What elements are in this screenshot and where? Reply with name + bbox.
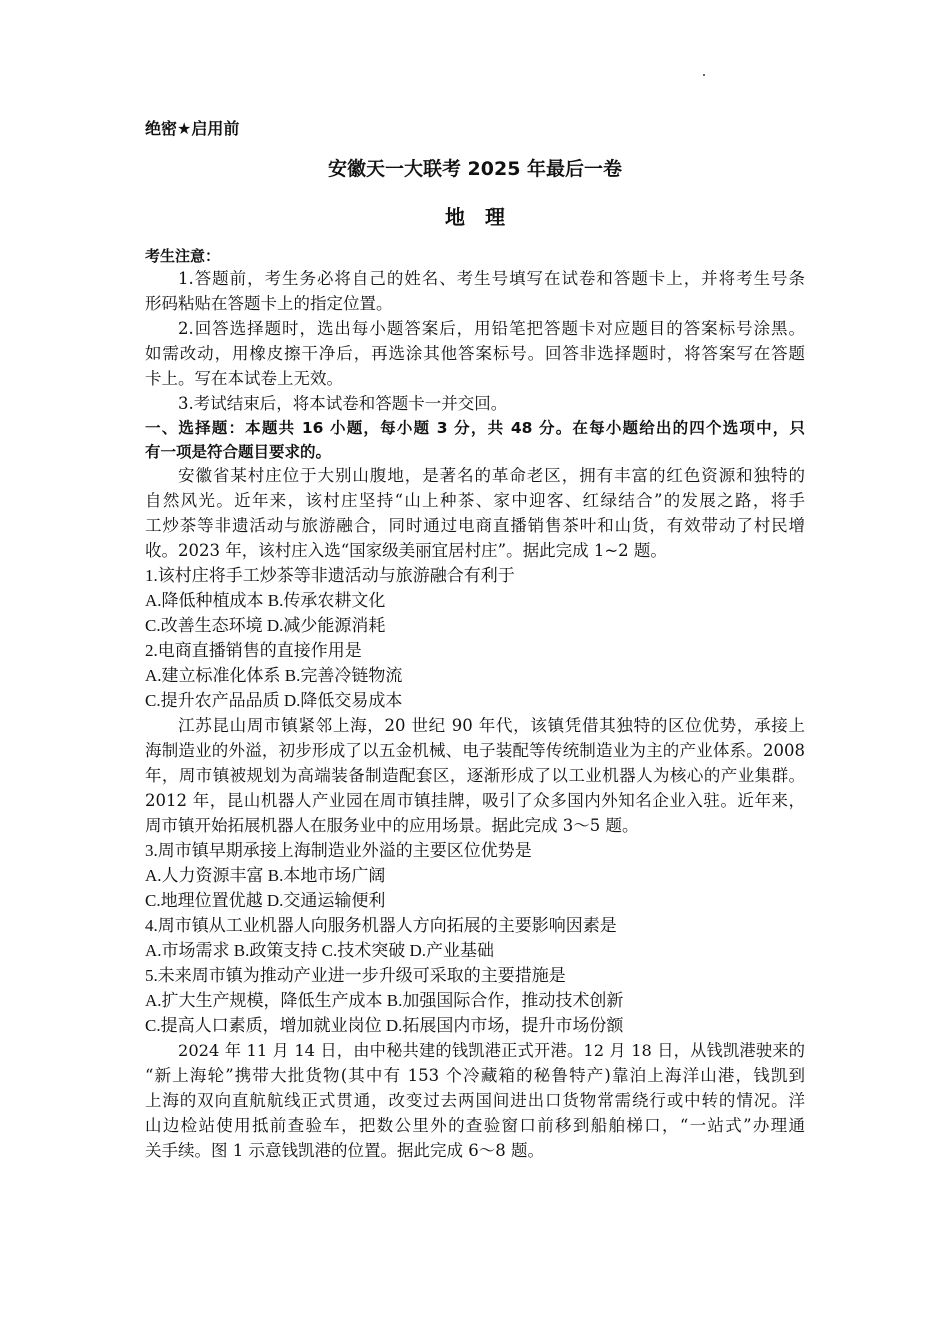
- notice-item-2-line-2: 如需改动，用橡皮擦干净后，再选涂其他答案标号。回答非选择题时，将答案写在答题: [145, 344, 805, 363]
- exam-title: 安徽天一大联考 2025 年最后一卷: [327, 158, 623, 180]
- question-2-stem: 2.电商直播销售的直接作用是: [145, 641, 362, 660]
- scan-dot: [703, 74, 705, 76]
- question-2-options-ab: A.建立标准化体系 B.完善冷链物流: [145, 666, 403, 685]
- question-1-options-cd: C.改善生态环境 D.减少能源消耗: [145, 616, 386, 635]
- passage-2-line-5: 周市镇开始拓展机器人在服务业中的应用场景。据此完成 3～5 题。: [145, 816, 639, 835]
- question-3-options-ab: A.人力资源丰富 B.本地市场广阔: [145, 866, 386, 885]
- passage-1-line-4: 收。2023 年，该村庄入选“国家级美丽宜居村庄”。据此完成 1~2 题。: [145, 541, 667, 560]
- passage-3-line-5: 关手续。图 1 示意钱凯港的位置。据此完成 6～8 题。: [145, 1141, 544, 1160]
- question-2-options-cd: C.提升农产品品质 D.降低交易成本: [145, 691, 403, 710]
- question-5-options-cd: C.提高人口素质，增加就业岗位 D.拓展国内市场，提升市场份额: [145, 1016, 624, 1035]
- question-4-stem: 4.周市镇从工业机器人向服务机器人方向拓展的主要影响因素是: [145, 916, 617, 935]
- question-3-options-cd: C.地理位置优越 D.交通运输便利: [145, 891, 386, 910]
- notice-item-2-line-1: 2.回答选择题时，选出每小题答案后，用铅笔把答题卡对应题目的答案标号涂黑。: [178, 319, 805, 338]
- passage-2-line-1: 江苏昆山周市镇紧邻上海，20 世纪 90 年代，该镇凭借其独特的区位优势，承接上: [178, 716, 805, 735]
- notice-item-2-line-3: 卡上。写在本试卷上无效。: [145, 369, 343, 388]
- subject-title: 地 理: [445, 205, 505, 229]
- question-5-stem: 5.未来周市镇为推动产业进一步升级可采取的主要措施是: [145, 966, 566, 985]
- notice-item-1-line-1: 1.答题前，考生务必将自己的姓名、考生号填写在试卷和答题卡上，并将考生号条: [178, 269, 805, 288]
- confidential-label: 绝密★启用前: [145, 119, 240, 138]
- passage-3-line-2: “新上海轮”携带大批货物(其中有 153 个冷藏箱的秘鲁特产)靠泊上海洋山港，钱凯到: [145, 1066, 805, 1085]
- question-3-stem: 3.周市镇早期承接上海制造业外溢的主要区位优势是: [145, 841, 532, 860]
- passage-2-line-4: 2012 年，昆山机器人产业园在周市镇挂牌，吸引了众多国内外知名企业入驻。近年来，: [145, 791, 805, 810]
- question-4-options: A.市场需求 B.政策支持 C.技术突破 D.产业基础: [145, 941, 494, 960]
- passage-1-line-2: 自然风光。近年来，该村庄坚持“山上种茶、家中迎客、红绿结合”的发展之路，将手: [145, 491, 805, 510]
- passage-1-line-1: 安徽省某村庄位于大别山腹地，是著名的革命老区，拥有丰富的红色资源和独特的: [178, 466, 805, 485]
- section-1-heading-line-1: 一、选择题：本题共 16 小题，每小题 3 分，共 48 分。在每小题给出的四个选项中，只: [145, 419, 805, 437]
- passage-2-line-3: 年，周市镇被规划为高端装备制造配套区，逐渐形成了以工业机器人为核心的产业集群。: [145, 766, 805, 785]
- notice-heading: 考生注意：: [145, 247, 221, 265]
- passage-2-line-2: 海制造业的外溢，初步形成了以五金机械、电子装配等传统制造业为主的产业体系。2008: [145, 741, 805, 760]
- question-5-options-ab: A.扩大生产规模，降低生产成本 B.加强国际合作，推动技术创新: [145, 991, 624, 1010]
- passage-3-line-3: 上海的双向直航航线正式贯通，改变过去两国间进出口货物常需绕行或中转的情况。洋: [145, 1091, 805, 1110]
- passage-3-line-1: 2024 年 11 月 14 日，由中秘共建的钱凯港正式开港。12 月 18 日，从钱凯港驶来的: [178, 1041, 805, 1060]
- notice-item-1-line-2: 形码粘贴在答题卡上的指定位置。: [145, 294, 393, 313]
- passage-3-line-4: 山边检站使用抵前查验车，把数公里外的查验窗口前移到船舶梯口，“一站式”办理通: [145, 1116, 805, 1135]
- section-1-heading-line-2: 有一项是符合题目要求的。: [145, 443, 332, 461]
- question-1-stem: 1.该村庄将手工炒茶等非遗活动与旅游融合有利于: [145, 566, 515, 585]
- notice-item-3: 3.考试结束后，将本试卷和答题卡一并交回。: [178, 394, 508, 413]
- question-1-options-ab: A.降低种植成本 B.传承农耕文化: [145, 591, 386, 610]
- passage-1-line-3: 工炒茶等非遗活动与旅游融合，同时通过电商直播销售茶叶和山货，有效带动了村民增: [145, 516, 805, 535]
